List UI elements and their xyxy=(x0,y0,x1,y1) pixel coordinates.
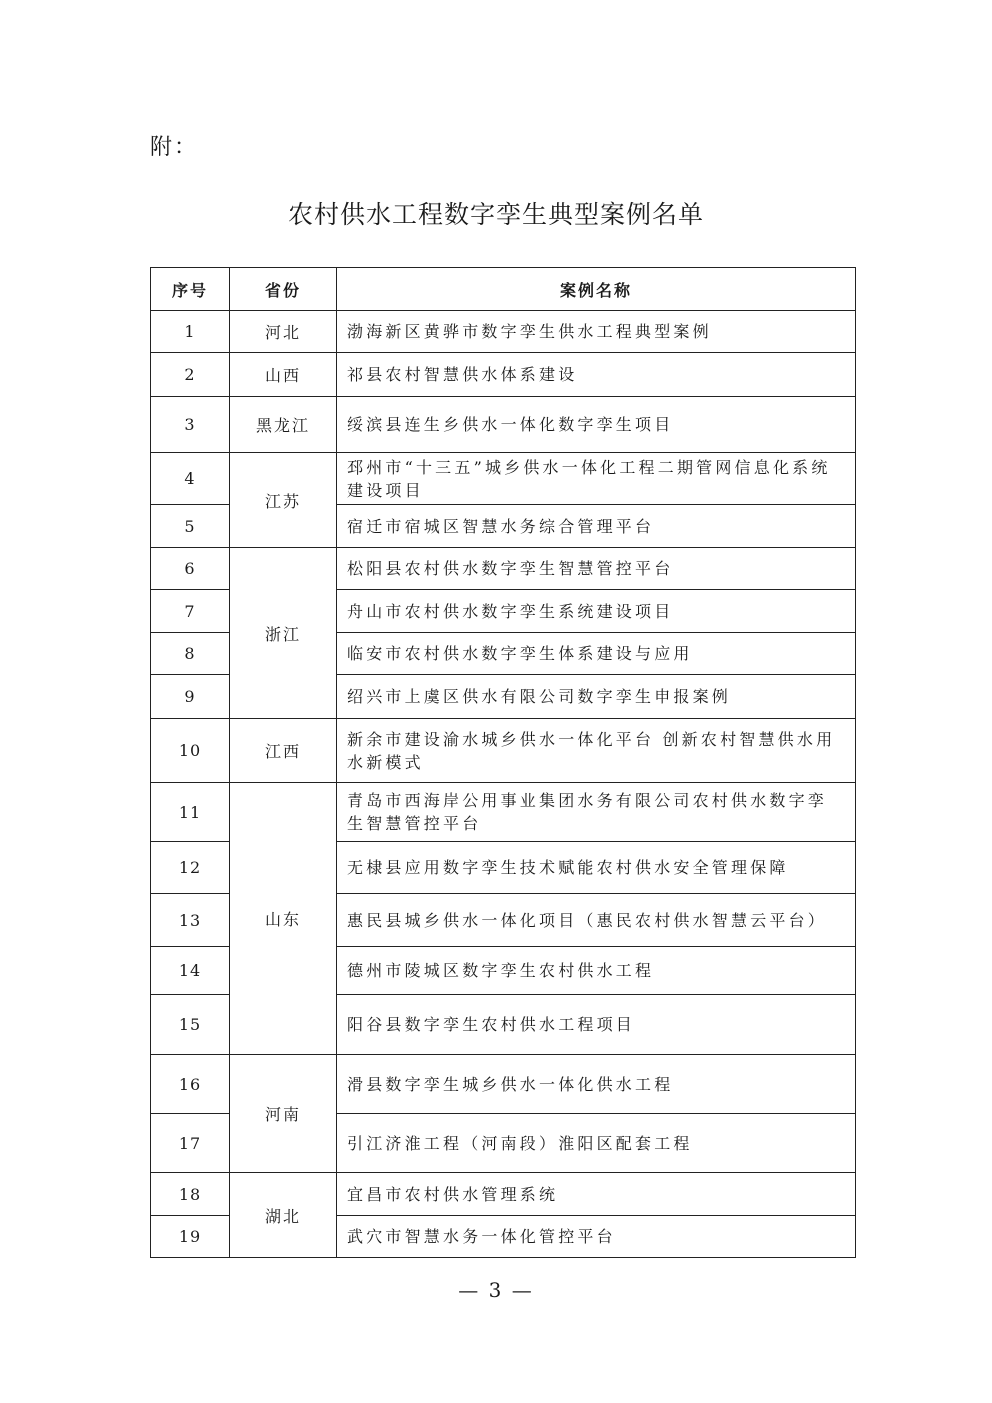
row-num: 6 xyxy=(151,548,230,590)
row-case-name: 舟山市农村供水数字孪生系统建设项目 xyxy=(337,590,856,633)
row-num: 4 xyxy=(151,453,230,505)
header-province: 省份 xyxy=(230,268,337,311)
row-num: 1 xyxy=(151,311,230,353)
row-province: 江苏 xyxy=(230,453,337,548)
row-num: 13 xyxy=(151,894,230,947)
row-case-name: 无棣县应用数字孪生技术赋能农村供水安全管理保障 xyxy=(337,842,856,894)
row-case-name: 宜昌市农村供水管理系统 xyxy=(337,1173,856,1216)
row-case-name: 武穴市智慧水务一体化管控平台 xyxy=(337,1216,856,1258)
row-num: 7 xyxy=(151,590,230,633)
row-case-name: 祁县农村智慧供水体系建设 xyxy=(337,353,856,397)
table-row xyxy=(151,719,856,783)
row-num: 9 xyxy=(151,675,230,719)
page-number: — 3 — xyxy=(458,1278,534,1302)
row-num: 5 xyxy=(151,505,230,548)
row-case-name: 邳州市“十三五”城乡供水一体化工程二期管网信息化系统建设项目 xyxy=(337,453,856,505)
row-num: 14 xyxy=(151,947,230,995)
row-num: 10 xyxy=(151,719,230,783)
row-num: 19 xyxy=(151,1216,230,1258)
row-province: 河南 xyxy=(230,1055,337,1173)
row-num: 18 xyxy=(151,1173,230,1216)
row-num: 2 xyxy=(151,353,230,397)
row-num: 11 xyxy=(151,783,230,842)
row-case-name: 惠民县城乡供水一体化项目（惠民农村供水智慧云平台） xyxy=(337,894,856,947)
row-num: 17 xyxy=(151,1114,230,1173)
row-case-name: 德州市陵城区数字孪生农村供水工程 xyxy=(337,947,856,995)
row-num: 16 xyxy=(151,1055,230,1114)
table-row xyxy=(151,353,856,397)
row-province: 湖北 xyxy=(230,1173,337,1258)
row-case-name: 松阳县农村供水数字孪生智慧管控平台 xyxy=(337,548,856,590)
row-province: 江西 xyxy=(230,719,337,783)
row-num: 15 xyxy=(151,995,230,1055)
header-name: 案例名称 xyxy=(337,268,856,311)
row-case-name: 渤海新区黄骅市数字孪生供水工程典型案例 xyxy=(337,311,856,353)
table-row xyxy=(151,548,856,590)
row-num: 8 xyxy=(151,633,230,675)
row-case-name: 绍兴市上虞区供水有限公司数字孪生申报案例 xyxy=(337,675,856,719)
table-header-row xyxy=(151,268,856,311)
table-row xyxy=(151,1055,856,1114)
attachment-label: 附： xyxy=(150,135,199,160)
row-num: 3 xyxy=(151,397,230,453)
row-case-name: 新余市建设渝水城乡供水一体化平台 创新农村智慧供水用水新模式 xyxy=(337,719,856,783)
header-num: 序号 xyxy=(151,268,230,311)
row-case-name: 临安市农村供水数字孪生体系建设与应用 xyxy=(337,633,856,675)
row-case-name: 阳谷县数字孪生农村供水工程项目 xyxy=(337,995,856,1055)
row-case-name: 宿迁市宿城区智慧水务综合管理平台 xyxy=(337,505,856,548)
row-case-name: 绥滨县连生乡供水一体化数字孪生项目 xyxy=(337,397,856,453)
row-case-name: 青岛市西海岸公用事业集团水务有限公司农村供水数字孪生智慧管控平台 xyxy=(337,783,856,842)
row-case-name: 引江济淮工程（河南段）淮阳区配套工程 xyxy=(337,1114,856,1173)
row-num: 12 xyxy=(151,842,230,894)
case-list-table xyxy=(150,267,856,1258)
row-case-name: 滑县数字孪生城乡供水一体化供水工程 xyxy=(337,1055,856,1114)
table-row xyxy=(151,397,856,453)
table-row xyxy=(151,1173,856,1216)
row-province: 河北 xyxy=(230,311,337,353)
row-province: 山西 xyxy=(230,353,337,397)
row-province: 浙江 xyxy=(230,548,337,719)
table-row xyxy=(151,311,856,353)
row-province: 山东 xyxy=(230,783,337,1055)
table-row xyxy=(151,783,856,842)
table-row xyxy=(151,453,856,505)
row-province: 黑龙江 xyxy=(230,397,337,453)
page-title: 农村供水工程数字孪生典型案例名单 xyxy=(287,200,704,229)
